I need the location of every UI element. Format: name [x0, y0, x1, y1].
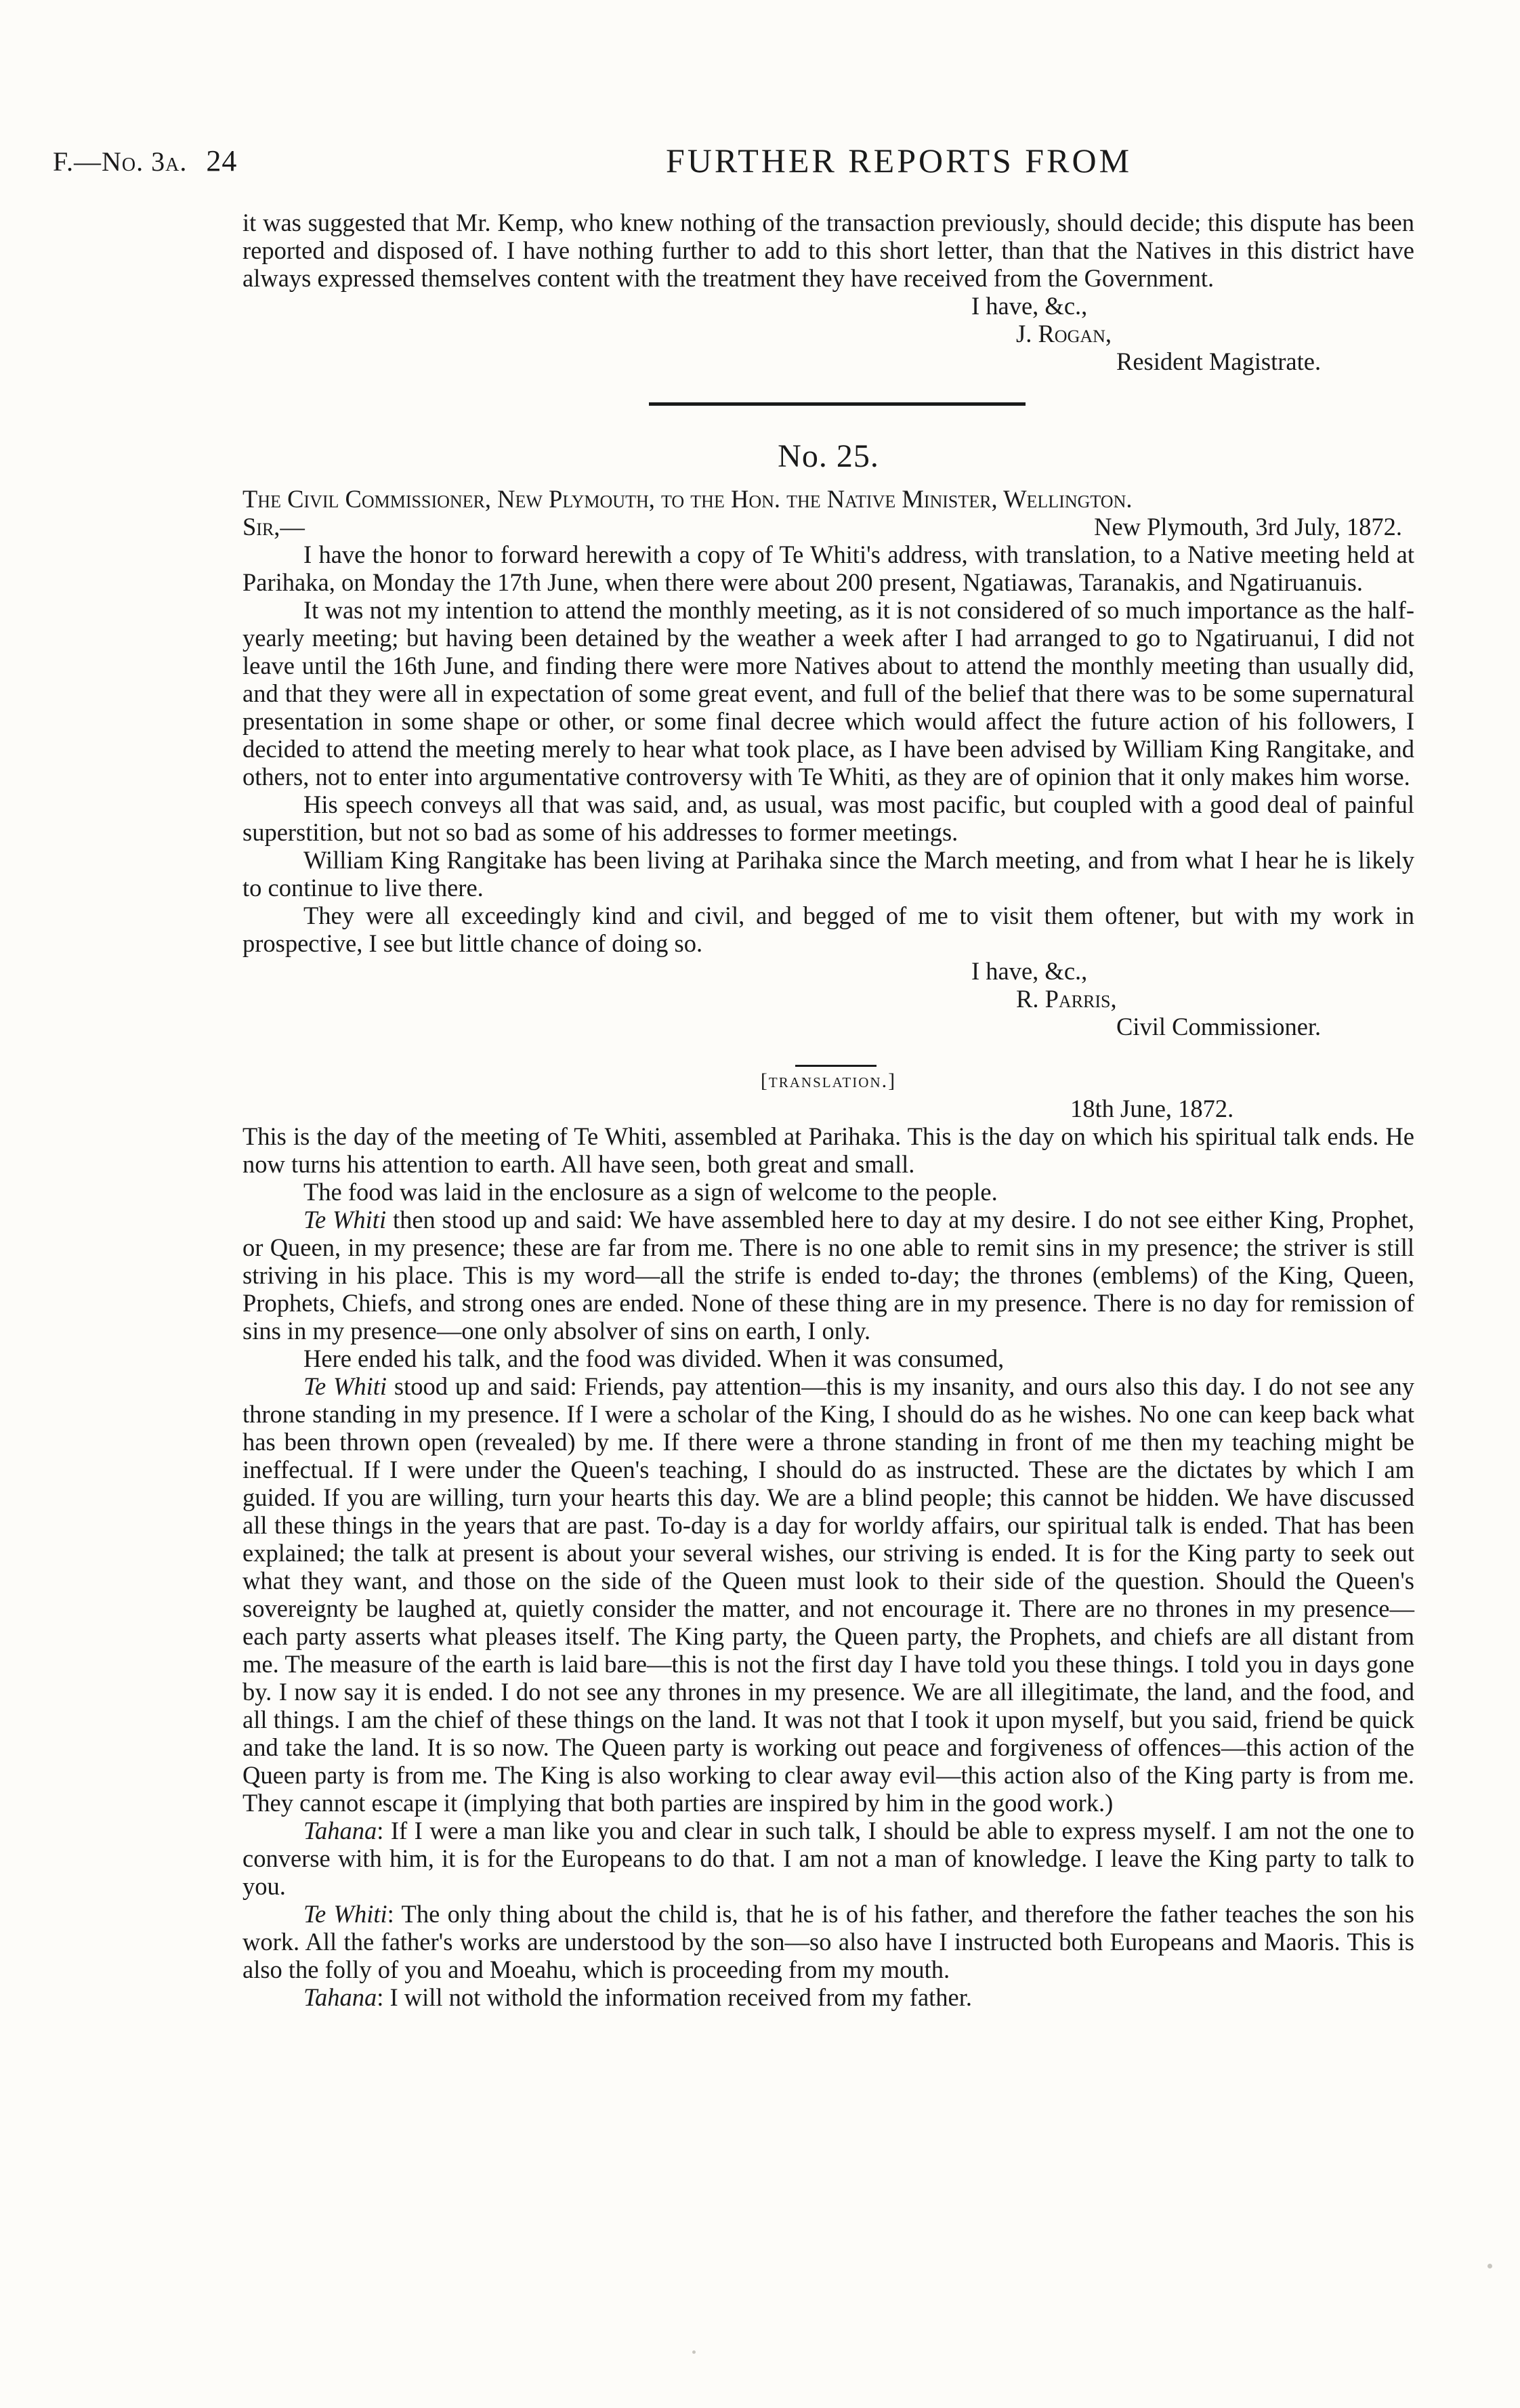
translation-food-note: The food was laid in the enclosure as a sign of welcome to the people.	[303, 1178, 998, 1206]
translation-reply	[242, 1817, 1414, 1900]
letter-signature: R. Parris,	[1016, 985, 1117, 1013]
page-body	[242, 209, 1414, 2011]
header-reference	[53, 144, 237, 178]
letter-paragraph: His speech conveys all that was said, and, as usual, was most pacific, but coupled with a good deal of painful superstition, but not so bad as some of his addresses to former meetings.	[242, 790, 1414, 846]
paper-speck	[1487, 2264, 1492, 2268]
speech-text: : The only thing about the child is, that he is of his father, and therefore the father teaches the son his work. All the father's works are understood by the son—so also have I instructed both Europeans and Maoris. This is also the folly of you and Moeahu, which is proceeding from my mouth.	[242, 1900, 1415, 1983]
running-title: FURTHER REPORTS FROM	[666, 142, 1133, 179]
speaker-name: Te Whiti	[303, 1372, 387, 1400]
speech-text: : If I were a man like you and clear in such talk, I should be able to express myself. I am not the one to converse with him, it is for the Europeans to do that. I am not a man of knowledge. I leave the King party to talk to you.	[242, 1817, 1414, 1900]
translation-narration: Here ended his talk, and the food was divided. When it was consumed,	[303, 1345, 1005, 1372]
letter-paragraph: They were all exceedingly kind and civil, and begged of me to visit them oftener, but with my work in prospective, I see but little chance of doing so.	[242, 902, 1414, 957]
speech-text: : I will not withold the information received from my father.	[377, 1983, 973, 2011]
letter-place-date: New Plymouth, 3rd July, 1872.	[1094, 513, 1402, 541]
letter-paragraph: William King Rangitake has been living at Parihaka since the March meeting, and from what I hear he is likely to continue to live there.	[242, 846, 1414, 902]
letter-closing: I have, &c.,	[971, 957, 1088, 985]
letter-paragraph: It was not my intention to attend the monthly meeting, as it is not considered of so much importance as the half-yearly meeting; but having been detained by the weather a week after I had arranged to go to Ngatiruanui, I did not leave until the 16th June, and finding there were more Natives about to attend the monthly meeting than usually did, and that they were all in expectation of some great event, and full of the belief that there was to be some supernatural presentation in some shape or other, or some final decree which would affect the future action of his followers, I decided to attend the meeting merely to hear what took place, as I have been advised by William King Rangitake, and others, not to enter into argumentative controversy with Te Whiti, as they are of opinion that it only makes him worse.	[242, 596, 1414, 790]
translation-speech	[242, 1206, 1414, 1345]
letter-salutation: Sir,—	[242, 513, 305, 541]
previous-letter-signature: J. Rogan,	[1016, 320, 1112, 347]
speaker-name: Tahana	[303, 1983, 377, 2011]
section-divider	[649, 402, 1026, 406]
document-ref: F.—No. 3a.	[53, 146, 188, 177]
translation-heading: [translation.]	[760, 1070, 897, 1092]
paper-speck	[692, 2350, 696, 2354]
translation-speech	[242, 1900, 1414, 1983]
letter-paragraph: I have the honor to forward herewith a copy of Te Whiti's address, with translation, to a Native meeting held at Parihaka, on Monday the 17th June, when there were about 200 present, Ngatiawas, Taranakis, and Ngatiruanuis.	[242, 541, 1414, 596]
letter-salutation-row	[242, 513, 1414, 541]
previous-letter-role: Resident Magistrate.	[1116, 347, 1322, 375]
speaker-name: Te Whiti	[303, 1900, 387, 1928]
page-header	[53, 144, 1467, 184]
translation-date: 18th June, 1872.	[1070, 1095, 1234, 1122]
speech-text: then stood up and said: We have assembled here to day at my desire. I do not see either King, Prophet, or Queen, in my presence; these are far from me. There is no one able to remit sins in my presence; the striver is still striving in his place. This is my word—all the strife is ended to-day; the thrones (emblems) of the King, Queen, Prophets, Chiefs, and strong ones are ended. None of these thing are in my presence. There is no day for remission of sins in my presence—one only absolver of sins on earth, I only.	[242, 1206, 1415, 1345]
letter-address: The Civil Commissioner, New Plymouth, to the Hon. the Native Minister, Wellington.	[242, 485, 1133, 513]
translation-intro: This is the day of the meeting of Te Whiti, assembled at Parihaka. This is the day on which his spiritual talk ends. He now turns his attention to earth. All have seen, both great and small.	[242, 1122, 1414, 1178]
speech-text: stood up and said: Friends, pay attention—this is my insanity, and ours also this day. I do not see any throne standing in my presence. If I were a scholar of the King, I should do as he wishes. No one can keep back what has been thrown open (revealed) by me. If there were a throne standing in front of me then my teaching might be ineffectual. If I were under the Queen's teaching, I should do as instructed. These are the dictates by which I am guided. If you are willing, turn your hearts this day. We are a blind people; this cannot be hidden. We have discussed all these things in the years that are past. To-day is a day for worldy affairs, our spiritual talk is ended. That has been explained; the talk at present is about your several wishes, our striving is ended. It is for the King party to seek out what they want, and those on the side of the Queen must look to their side of the question. Should the Queen's sovereignty be laughed at, quietly consider the matter, and not encourage it. There are no thrones in my presence—each party asserts what pleases itself. The King party, the Queen party, the Prophets, and chiefs are all distant from me. The measure of the earth is laid bare—this is not the first day I have told you these things. I told you in days gone by. I now say it is ended. I do not see any thrones in my presence. We are all illegitimate, the land, and the food, and all things. I am the chief of these things on the land. It was not that I took it upon myself, but you said, friend be quick and take the land. It is so now. The Queen party is working out peace and forgiveness of offences—this action of the Queen party is from me. The King is also working to clear away evil—this action also of the King party is from me. They cannot escape it (implying that both parties are inspired by him in the good work.)	[242, 1372, 1414, 1817]
previous-letter-paragraph: it was suggested that Mr. Kemp, who knew nothing of the transaction previously, should decide; this dispute has been reported and disposed of. I have nothing further to add to this short letter, than that the Natives in this district have always expressed themselves content with the treatment they have received from the Government.	[242, 209, 1414, 292]
translation-speech	[242, 1372, 1414, 1817]
translation-reply	[242, 1983, 1414, 2011]
speaker-name: Tahana	[303, 1817, 377, 1844]
page-number: 24	[206, 144, 238, 177]
letter-role: Civil Commissioner.	[1116, 1013, 1322, 1040]
previous-letter-closing: I have, &c.,	[971, 292, 1088, 320]
letter-number: No. 25.	[778, 438, 879, 474]
speaker-name: Te Whiti	[303, 1206, 387, 1233]
